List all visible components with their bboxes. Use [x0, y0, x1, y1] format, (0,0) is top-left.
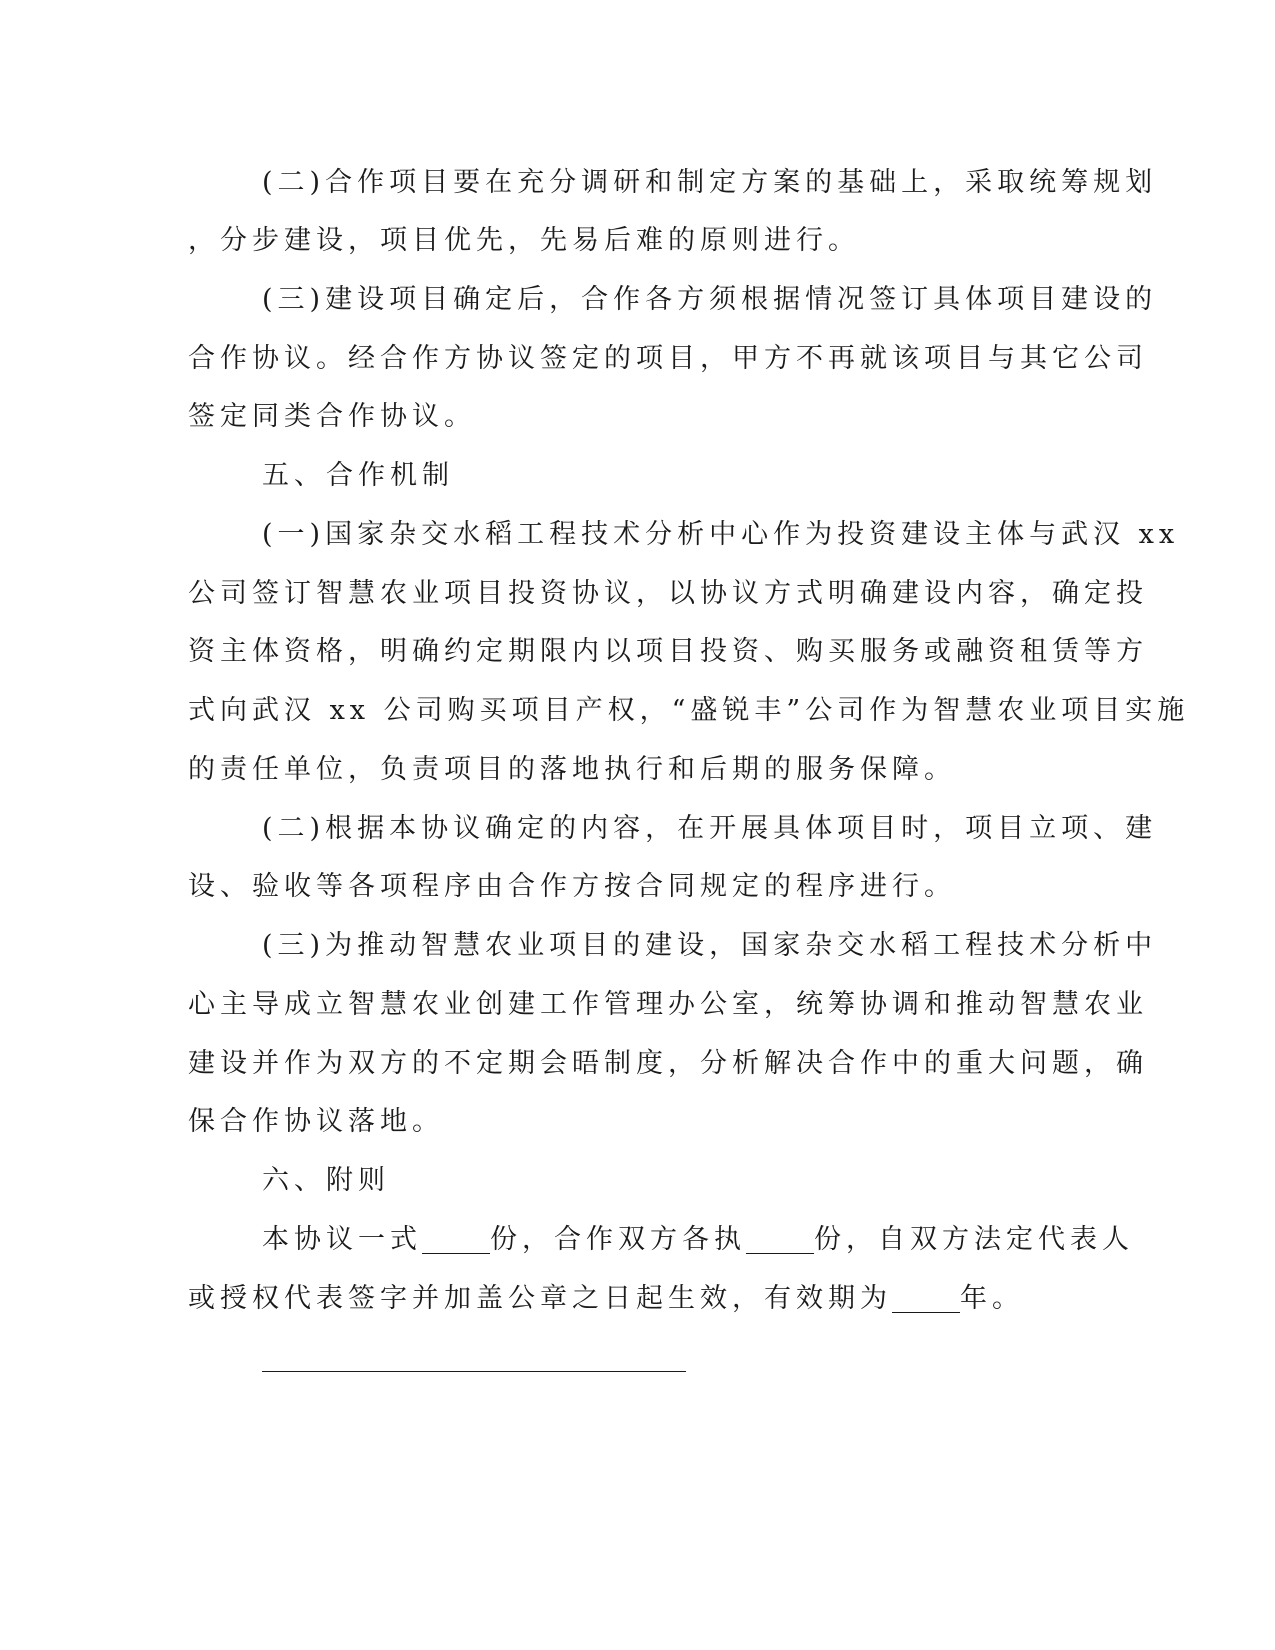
paragraph-5-3-line-1: (三)为推动智慧农业项目的建设，国家杂交水稻工程技术分析中 — [262, 930, 1158, 961]
paragraph-5-2-line-1: (二)根据本协议确定的内容，在开展具体项目时，项目立项、建 — [262, 813, 1158, 844]
paragraph-4-3-line-1: (三)建设项目确定后，合作各方须根据情况签订具体项目建设的 — [262, 284, 1158, 315]
party-b-seal-blank[interactable] — [474, 1345, 686, 1372]
total-copies-blank[interactable] — [422, 1227, 490, 1254]
paragraph-5-1-line-1: (一)国家杂交水稻工程技术分析中心作为投资建设主体与武汉 xx — [262, 519, 1180, 550]
validity-years-blank[interactable] — [892, 1286, 960, 1313]
paragraph-4-3-line-3: 签定同类合作协议。 — [188, 401, 476, 432]
paragraph-5-1-line-5: 的责任单位，负责项目的落地执行和后期的服务保障。 — [188, 754, 956, 785]
copies-text: 本协议一式 — [262, 1224, 422, 1255]
copies-each-blank[interactable] — [746, 1227, 814, 1254]
paragraph-5-1-line-4: 式向武汉 xx 公司购买项目产权，“盛锐丰”公司作为智慧农业项目实施 — [188, 695, 1190, 726]
paragraph-5-3-line-3: 建设并作为双方的不定期会晤制度，分析解决合作中的重大问题，确 — [188, 1048, 1148, 1079]
paragraph-4-2-line-2: ，分步建设，项目优先，先易后难的原则进行。 — [188, 225, 860, 256]
paragraph-5-2-line-2: 设、验收等各项程序由合作方按合同规定的程序进行。 — [188, 871, 956, 902]
validity-text: 或授权代表签字并加盖公章之日起生效，有效期为 — [188, 1283, 892, 1314]
paragraph-5-1-line-2: 公司签订智慧农业项目投资协议，以协议方式明确建设内容，确定投 — [188, 578, 1148, 609]
paragraph-5-1-line-3: 资主体资格，明确约定期限内以项目投资、购买服务或融资租赁等方 — [188, 636, 1148, 667]
section-5-heading: 五、合作机制 — [262, 460, 454, 491]
representative-text: 份，自双方法定代表人 — [814, 1224, 1134, 1255]
each-party-text: 份，合作双方各执 — [490, 1224, 746, 1255]
section-6-heading: 六、附则 — [262, 1165, 390, 1196]
party-a-seal-blank[interactable] — [262, 1345, 474, 1372]
paragraph-4-3-line-2: 合作协议。经合作方协议签定的项目，甲方不再就该项目与其它公司 — [188, 343, 1148, 374]
paragraph-4-2-line-1: (二)合作项目要在充分调研和制定方案的基础上，采取统筹规划 — [262, 167, 1158, 198]
paragraph-6-1-line-1 — [262, 1223, 1134, 1257]
signature-line — [262, 1341, 686, 1375]
paragraph-5-3-line-4: 保合作协议落地。 — [188, 1106, 444, 1137]
year-text: 年。 — [960, 1283, 1024, 1314]
paragraph-5-3-line-2: 心主导成立智慧农业创建工作管理办公室，统筹协调和推动智慧农业 — [188, 989, 1148, 1020]
paragraph-6-1-line-2 — [188, 1282, 1024, 1316]
